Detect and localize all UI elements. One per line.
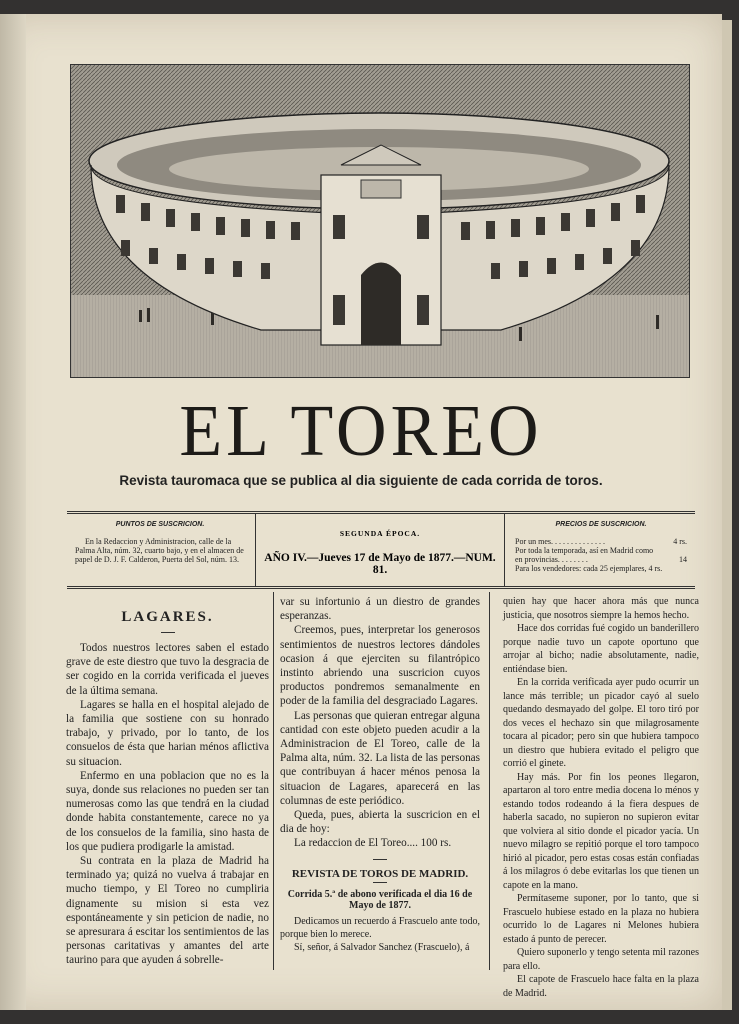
price-season-label: Por toda la temporada, así en Madrid como en provincias. . . . . . . . — [515, 546, 654, 564]
price-row-season — [515, 546, 687, 564]
paragraph: Su contrata en la plaza de Madrid ha terminado ya; quizá no vuelva á trabajar en mucho tiempo, y El Toreo no cumpliria dignamente su mision si esta vez espontáneamente y sin peticion de nadie, no se apresurara á escitar los sentimientos de las personas caritativas y amantes del arte taurino para que ayuden á sobrelle- — [66, 855, 269, 967]
article-column-3 — [503, 595, 699, 1000]
paragraph: El capote de Frascuelo hace falta en la plaza de Madrid. — [503, 974, 699, 999]
corrida-subheading: Corrida 5.ª de abono verificada el dia 16 de Mayo de 1877. — [287, 888, 473, 911]
subscription-points-heading: PUNTOS DE SUSCRICION. — [115, 521, 205, 528]
newspaper-page — [0, 14, 722, 1010]
price-row-month — [515, 537, 687, 546]
article-column-2 — [280, 595, 480, 954]
paragraph: Hay más. Por fin los peones llegaron, apartaron al toro entre media docena lo ménos y estando todos rodeando á la fiera despues de haberla sacado, no supieron no supieron evitar que volviera al sitio donde el picador yacía. Un nuevo milagro se repitió porque el toro tampoco hirió al picador, pero estas cosas están confiadas á los milagros ó debe evitarlas los que tienen un capote en la mano. — [503, 771, 699, 891]
section-dash — [373, 882, 387, 883]
page-edge — [722, 20, 732, 1010]
subscription-prices — [507, 514, 695, 586]
paragraph: Las personas que quieran entregar alguna cantidad con este objeto pueden acudir a la Administracion de El Toreo, calle de la Palma alta, núm. 32. La lista de las personas que contribuyan á hacer ménos penosa la situacion de Lagares, aparecerá en las columnas de este periódico. — [280, 709, 480, 807]
paragraph: Hace dos corridas fué cogido un banderillero porque nadie tuvo un capote oportuno que arrojar al bicho; nadie absolutamente, nadie, entiéndase bien. — [503, 623, 699, 675]
paragraph: En la corrida verificada ayer pudo ocurrir un lance más terrible; un picador cayó al suelo quedando desmayado del golpe. El toro tiró por dos veces el hechazo sin que milagrosamente tocara al picador; pero sin que hubiera tampoco un diestro que hubiera evitado el peligro que corrió el ginete. — [503, 677, 699, 769]
edition-info-band — [67, 511, 695, 589]
paragraph: Queda, pues, abierta la suscricion en el dia de hoy: — [280, 809, 480, 836]
paragraph: Enfermo en una poblacion que no es la suya, donde sus relaciones no pueden ser tan numerosas como las que tendrá en la ciudad donde habita constantemente, carece no ya de los consuelos de la familia, sino hasta de los que pudiera prodigarle la amistad. — [66, 769, 269, 853]
paragraph: Permítaseme suponer, por lo tanto, que si Frascuelo hubiese estado en la plaza no hubiera ocurrido lo de Lagares ni Melones hubiera estado á punto de perecer. — [503, 893, 699, 945]
paragraph: Todos nuestros lectores saben el estado grave de este diestro que tuvo la desgracia de ser cogido en la corrida verificada el jueves de la última semana. — [66, 642, 269, 697]
column-rule-1 — [273, 592, 274, 970]
newspaper-masthead: EL TOREO — [179, 391, 543, 472]
subscription-points-text: En la Redaccion y Administracion, calle de la Palma Alta, núm. 32, cuarto bajo, y en el almacen de papel de D. J. F. Calderon, Puerta del Sol, núm. 13. — [75, 537, 244, 564]
heading-dash — [161, 632, 175, 633]
column-rule-2 — [489, 592, 490, 970]
paragraph: Creemos, pues, interpretar los generosos sentimientos de nuestros lectores dándoles ocasion á que ejerciten su filantrópico instinto abriendo una suscricion cuyos productos pondremos semanalmente en poder de la familia del desgraciado Lagares. — [280, 624, 480, 708]
subscription-points — [67, 514, 253, 586]
issue-date-number: AÑO IV.—Jueves 17 de Mayo de 1877.—NUM. 81. — [264, 552, 496, 576]
bullring-illustration — [71, 65, 689, 377]
subscription-entry: La redaccion de El Toreo.... 100 rs. — [294, 837, 452, 850]
price-month-label: Por un mes. . . . . . . . . . . . . . — [515, 537, 605, 546]
paragraph: Dedicamos un recuerdo á Frascuelo ante todo, porque bien lo merece. — [280, 915, 480, 940]
review-heading: REVISTA DE TOROS DE MADRID. — [291, 867, 469, 880]
bullring-engraving — [70, 64, 690, 378]
paragraph: Quiero suponerlo y tengo setenta mil razones para ello. — [503, 947, 699, 972]
masthead-subtitle: Revista tauromaca que se publica al dia siguiente de cada corrida de toros. — [119, 473, 603, 488]
paragraph: Lagares se halla en el hospital alejado de la familia que sostiene con su honrado trabajo, y privado, por lo tanto, de los consuelos de ésta que harian ménos aflictiva su situacion. — [66, 698, 269, 768]
edition-details — [255, 514, 505, 586]
article-heading: LAGARES. — [121, 609, 214, 625]
page-spine — [0, 14, 26, 1010]
price-month-value: 4 rs. — [673, 537, 687, 546]
subscription-prices-heading: PRECIOS DE SUSCRICION. — [555, 521, 647, 528]
price-list — [507, 537, 695, 573]
paragraph: Sí, señor, á Salvador Sanchez (Frascuelo), á — [294, 941, 470, 953]
price-season-value: 14 — [679, 555, 687, 564]
paragraph: var su infortunio á un diestro de grandes esperanzas. — [280, 596, 480, 623]
price-row-vendors: Para los vendedores: cada 25 ejemplares, 4 rs. — [515, 564, 663, 573]
article-column-1 — [66, 595, 269, 968]
section-dash — [373, 859, 387, 860]
paragraph: quien hay que hacer ahora más que nunca justicia, que nosotros siempre la hemos hecho. — [503, 596, 699, 621]
era-label: SEGUNDA ÉPOCA. — [339, 529, 421, 538]
